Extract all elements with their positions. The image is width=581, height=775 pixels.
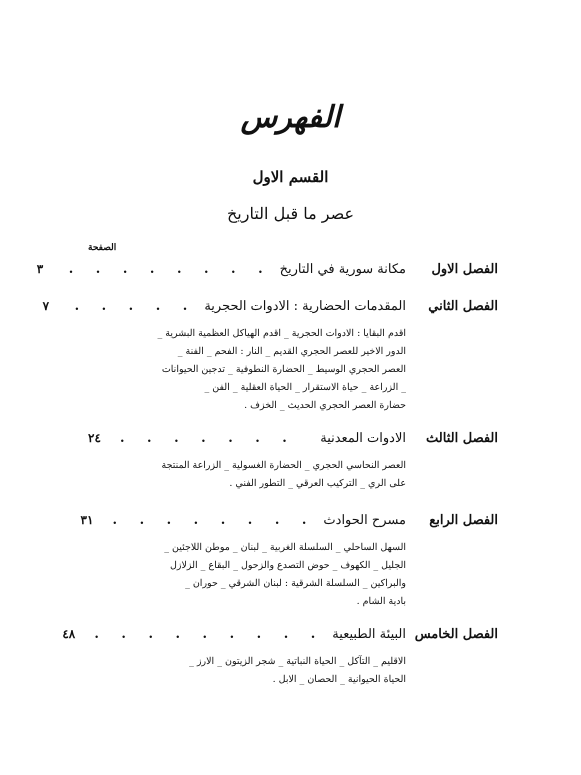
toc-entry [62, 627, 498, 689]
chapter-label: الفصل الثاني [428, 299, 498, 314]
chapter-line [80, 513, 498, 533]
dot-leader: . . . . . . . . . [94, 627, 325, 642]
chapter-label: الفصل الاول [431, 262, 498, 277]
topic-line: حضارة العصر الحجري الحديث _ الخزف . [244, 400, 406, 411]
topic-line: على الري _ التركيب العرقي _ التطور الفني . [229, 478, 406, 489]
section-title: القسم الاول [252, 168, 329, 186]
section-subtitle: عصر ما قبل التاريخ [226, 204, 355, 223]
chapter-label: الفصل الخامس [414, 627, 498, 642]
topic-line: اقدم البقايا : الادوات الحجرية _ اقدم الهياكل العظمية البشرية _ [157, 328, 406, 339]
chapter-label: الفصل الثالث [426, 431, 498, 446]
topic-line: والبراكين _ السلسلة الشرقية : لبنان الشرقي _ حوران _ [185, 578, 406, 589]
page-number: ٣ [36, 262, 44, 276]
toc-entry [42, 299, 498, 415]
chapter-line [88, 431, 498, 451]
topic-line: بادية الشام . [356, 596, 406, 607]
topic-line: العصر الحجري الوسيط _ الحضارة النطوفية _ تدجين الحيوانات [161, 364, 406, 375]
toc-entry [36, 262, 498, 282]
chapter-line [42, 299, 498, 319]
chapter-topics [146, 539, 406, 611]
chapter-title: مسرح الحوادث [323, 513, 406, 528]
page-title: الفهرس [240, 100, 341, 135]
chapter-label: الفصل الرابع [429, 513, 498, 528]
dot-leader: . . . . . . . . [68, 262, 272, 277]
page-column-header: الصفحة [88, 243, 117, 253]
topic-line: الدور الاخير للعصر الحجري القديم _ النار : الفحم _ الفنة _ [177, 346, 406, 357]
topic-line: الحياة الحيوانية _ الحصان _ الابل . [272, 674, 406, 685]
chapter-title: المقدمات الحضارية : الادوات الحجرية [204, 299, 406, 314]
chapter-topics [146, 457, 406, 493]
page-number: ٢٤ [88, 431, 101, 445]
dot-leader: . . . . . . . [120, 431, 296, 446]
topic-line: الاقليم _ التآكل _ الحياة النباتية _ شجر الزيتون _ الارز _ [189, 656, 406, 667]
toc-entry [80, 513, 498, 611]
topic-line: _ الزراعة _ حياة الاستقرار _ الحياة العقلية _ الفن _ [204, 382, 406, 393]
chapter-topics [146, 653, 406, 689]
dot-leader: . . . . . . . . [112, 513, 316, 528]
chapter-title: البيئة الطبيعية [332, 627, 406, 642]
topic-line: العصر النحاسي الحجري _ الحضارة الغسولية _ الزراعة المنتجة [161, 460, 406, 471]
chapter-topics [146, 325, 406, 415]
page-number: ٤٨ [62, 627, 76, 641]
topic-line: السهل الساحلي _ السلسلة الغربية _ لبنان _ موطن اللاجئين _ [164, 542, 406, 553]
toc-entry [88, 431, 498, 493]
dot-leader: . . . . . [74, 299, 197, 314]
chapter-title: الادوات المعدنية [320, 431, 406, 446]
topic-line: الجليل _ الكهوف _ حوض التصدع والزحول _ البقاع _ الزلازل [169, 560, 406, 571]
chapter-line [62, 627, 498, 647]
page-number: ٣١ [80, 513, 94, 527]
chapter-line [36, 262, 498, 282]
chapter-title: مكانة سورية في التاريخ [279, 262, 406, 277]
page-number: ٧ [42, 299, 50, 313]
